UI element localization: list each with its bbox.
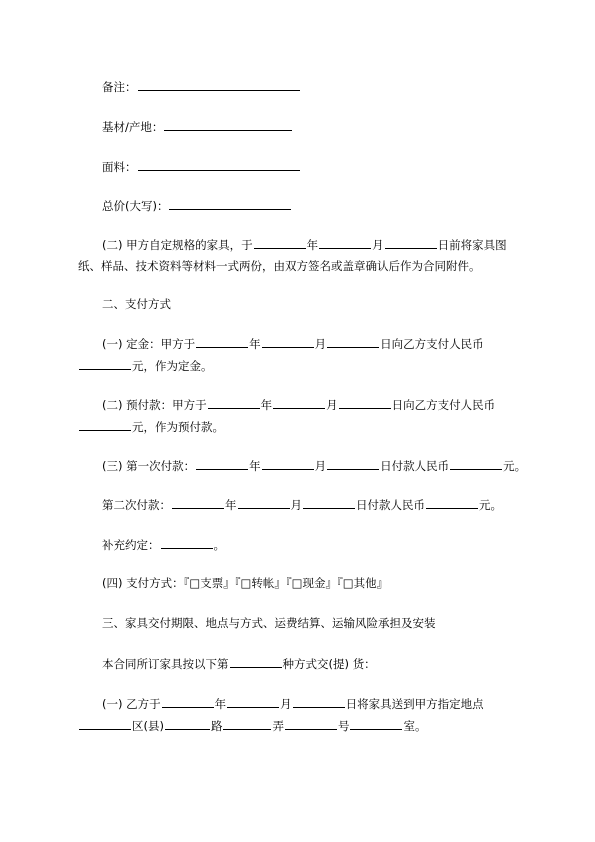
supplement-text: 补充约定： [102, 538, 160, 552]
year-label: 年 [249, 459, 261, 473]
payment-method-line [102, 575, 595, 591]
year-label: 年 [225, 498, 237, 512]
clause-custom-day-blank[interactable] [385, 236, 437, 249]
remark-blank[interactable] [138, 78, 300, 91]
first-payment-year-blank[interactable] [196, 457, 248, 470]
supplement-blank[interactable] [161, 536, 213, 549]
prepay-amount-blank[interactable] [79, 418, 131, 431]
clause-custom-month-blank[interactable] [319, 236, 371, 249]
first-payment-month-blank[interactable] [262, 457, 314, 470]
month-label: 月 [314, 337, 327, 351]
deposit-text-3: 元，作为定金。 [132, 359, 213, 373]
prepay-text: (二) 预付款：甲方于 [102, 398, 207, 412]
month-label: 月 [314, 459, 327, 473]
first-payment-line [102, 457, 595, 474]
second-payment-line [102, 496, 595, 513]
first-payment-text-2: 日付款人民币 [380, 459, 450, 473]
first-payment-amount-blank[interactable] [450, 457, 502, 470]
deposit-month-blank[interactable] [262, 335, 314, 348]
clause-custom-line1 [102, 236, 595, 253]
remark-field [102, 78, 595, 95]
delivery-intro-line [102, 655, 595, 672]
second-payment-text: 第二次付款： [102, 498, 171, 512]
delivery-intro-text: 本合同所订家具按以下第 [102, 657, 229, 671]
second-payment-text-2: 日付款人民币 [356, 498, 425, 512]
total-price-field [102, 197, 595, 214]
section-2-title [102, 296, 595, 312]
delivery-text: (一) 乙方于 [102, 697, 161, 711]
material-field [102, 118, 595, 135]
year-label: 年 [214, 697, 227, 711]
delivery-month-blank[interactable] [227, 695, 279, 708]
deposit-text-2: 日向乙方支付人民币 [380, 337, 484, 351]
deposit-amount-blank[interactable] [79, 357, 131, 370]
second-payment-month-blank[interactable] [238, 496, 290, 509]
material-label: 基材/产地： [102, 120, 164, 134]
section-2-title-text: 二、支付方式 [102, 297, 171, 311]
delivery-room-blank[interactable] [350, 717, 402, 730]
month-label: 月 [290, 498, 302, 512]
remark-label: 备注： [102, 80, 137, 94]
prepay-text-2: 日向乙方支付人民币 [391, 398, 496, 412]
first-payment-day-blank[interactable] [327, 457, 379, 470]
prepay-day-blank[interactable] [339, 396, 391, 409]
second-payment-year-blank[interactable] [172, 496, 224, 509]
delivery-day-blank[interactable] [293, 695, 345, 708]
clause-custom-text-3: 纸、样品、技术资料等材料一式两份，由双方签名或盖章确认后作为合同附件。 [78, 259, 481, 273]
prepay-line2 [78, 418, 595, 435]
delivery-line2 [78, 717, 595, 734]
year-label: 年 [306, 238, 319, 252]
month-label: 月 [372, 238, 384, 252]
clause-custom-text-2: 日前将家具图 [437, 238, 507, 252]
clause-custom-line2 [78, 258, 595, 274]
room-label: 室。 [403, 719, 427, 733]
delivery-road-blank[interactable] [165, 717, 210, 730]
delivery-intro-text-2: 种方式交(提) 货： [282, 657, 376, 671]
delivery-line1 [102, 695, 595, 712]
road-label: 路 [210, 719, 223, 733]
prepay-line1 [102, 396, 595, 413]
prepay-text-3: 元，作为预付款。 [132, 420, 224, 434]
section-3-title [102, 615, 595, 631]
supplement-text-2: 。 [213, 538, 225, 552]
deposit-day-blank[interactable] [327, 335, 379, 348]
section-3-title-text: 三、家具交付期限、地点与方式、运费结算、运输风险承担及安装 [102, 616, 436, 630]
year-label: 年 [260, 398, 273, 412]
delivery-option-blank[interactable] [230, 655, 282, 668]
first-payment-text-3: 元。 [503, 459, 527, 473]
total-price-label: 总价(大写)： [102, 199, 169, 213]
clause-custom-text: (二) 甲方自定规格的家具，于 [102, 238, 253, 252]
clause-custom-year-blank[interactable] [254, 236, 306, 249]
deposit-line1 [102, 335, 595, 352]
delivery-lane-blank[interactable] [223, 717, 271, 730]
fabric-label: 面料： [102, 160, 137, 174]
month-label: 月 [326, 398, 338, 412]
delivery-district-blank[interactable] [79, 717, 131, 730]
district-label: 区(县) [132, 719, 164, 733]
second-payment-text-3: 元。 [479, 498, 502, 512]
deposit-line2 [78, 357, 595, 374]
first-payment-text: (三) 第一次付款： [102, 459, 196, 473]
fabric-field [102, 158, 595, 175]
prepay-year-blank[interactable] [208, 396, 260, 409]
prepay-month-blank[interactable] [273, 396, 325, 409]
number-label: 号 [337, 719, 350, 733]
delivery-text-2: 日将家具送到甲方指定地点 [345, 697, 484, 711]
fabric-blank[interactable] [138, 158, 300, 171]
second-payment-amount-blank[interactable] [426, 496, 478, 509]
payment-method-text: (四) 支付方式：『□支票』『□转帐』『□现金』『□其他』 [102, 576, 389, 590]
year-label: 年 [249, 337, 261, 351]
supplement-line [102, 536, 595, 553]
material-blank[interactable] [164, 118, 292, 131]
second-payment-day-blank[interactable] [303, 496, 355, 509]
deposit-year-blank[interactable] [196, 335, 248, 348]
delivery-year-blank[interactable] [162, 695, 214, 708]
month-label: 月 [280, 697, 292, 711]
total-price-blank[interactable] [169, 197, 291, 210]
delivery-number-blank[interactable] [285, 717, 337, 730]
lane-label: 弄 [272, 719, 284, 733]
deposit-text: (一) 定金：甲方于 [102, 337, 196, 351]
